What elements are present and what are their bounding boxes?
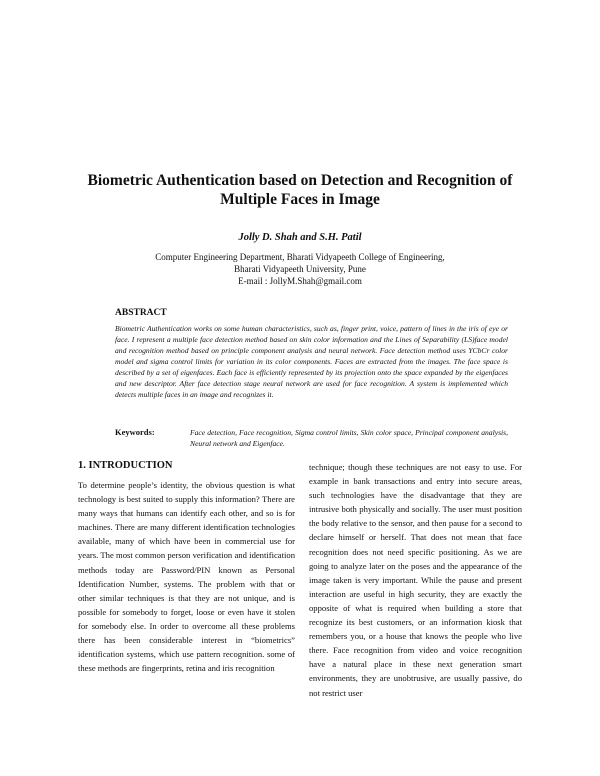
section-heading-introduction: 1. INTRODUCTION [78, 460, 173, 471]
abstract-text: Biometric Authentication works on some human characteristics, such as, finger print, voice, pattern of lines in the iris of eye or face. I represent a multiple face detection method based on skin color information and the Lines of Separability (LS)face model and recognition method based on principle component analysis and neural network. Face detection method uses YCbCr color model and sigma control limits for variation in its color components. Faces are extracted from the images. The face space is described by a set of eigenfaces. Each face is efficiently represented by its projection onto the space expanded by the eigenfaces and new descriptor. After face detection stage neural network are used for face recognition. A system is implemented which detects multiple faces in an image and recognizes it. [115, 324, 508, 399]
paper-authors: Jolly D. Shah and S.H. Patil [238, 232, 362, 243]
affiliation-email: E-mail : JollyM.Shah@gmail.com [238, 276, 362, 286]
introduction-right-column: technique; though these techniques are not easy to use. For example in bank transactions and entry into secure areas, such technologies have the disadvantage that they are intrusive both physically and socially. The user must position the body relative to the sensor, and then pause for a second to declare himself or herself. That does not mean that face recognition does not need specific positioning. As we are going to analyze later on the poses and the appearance of the image taken is very important. While the pause and present interaction are useful in high security, they are exactly the opposite of what is required when building a store that recognize its best customers, or an information kiosk that remembers you, or a house that knows the people who live there. Face recognition from video and voice recognition have a natural place in these next generation smart environments, they are unobtrusive, are usually passive, do not restrict user [309, 462, 522, 698]
author-affiliation [0, 251, 600, 287]
paper-title: Biometric Authentication based on Detection and Recognition of Multiple Faces in Image [87, 172, 513, 208]
abstract-heading: ABSTRACT [115, 308, 167, 318]
introduction-left-column: To determine people’s identity, the obvious question is what technology is best suited to supply this information? There are many ways that humans can identify each other, and so is for machines. There are many different identification technologies available, many of which have been in commercial use for years. The most common person verification and identification methods today are Password/PIN known as Personal Identification Number, systems. The problem with that or other similar techniques is that they are not unique, and is possible for somebody to forget, loose or even have it stolen for somebody else. In order to overcome all these problems there has been considerable interest in “biometrics” identification systems, which use pattern recognition. some of these methods are fingerprints, retina and iris recognition [78, 480, 295, 674]
affiliation-department: Computer Engineering Department, Bharati Vidyapeeth College of Engineering, [155, 252, 445, 262]
keywords-text: Face detection, Face recognition, Sigma control limits, Skin color space, Principal component analysis, Neural network and Eigenface. [190, 428, 508, 448]
affiliation-university: Bharati Vidyapeeth University, Pune [234, 264, 366, 274]
keywords-label: Keywords: [115, 427, 155, 437]
